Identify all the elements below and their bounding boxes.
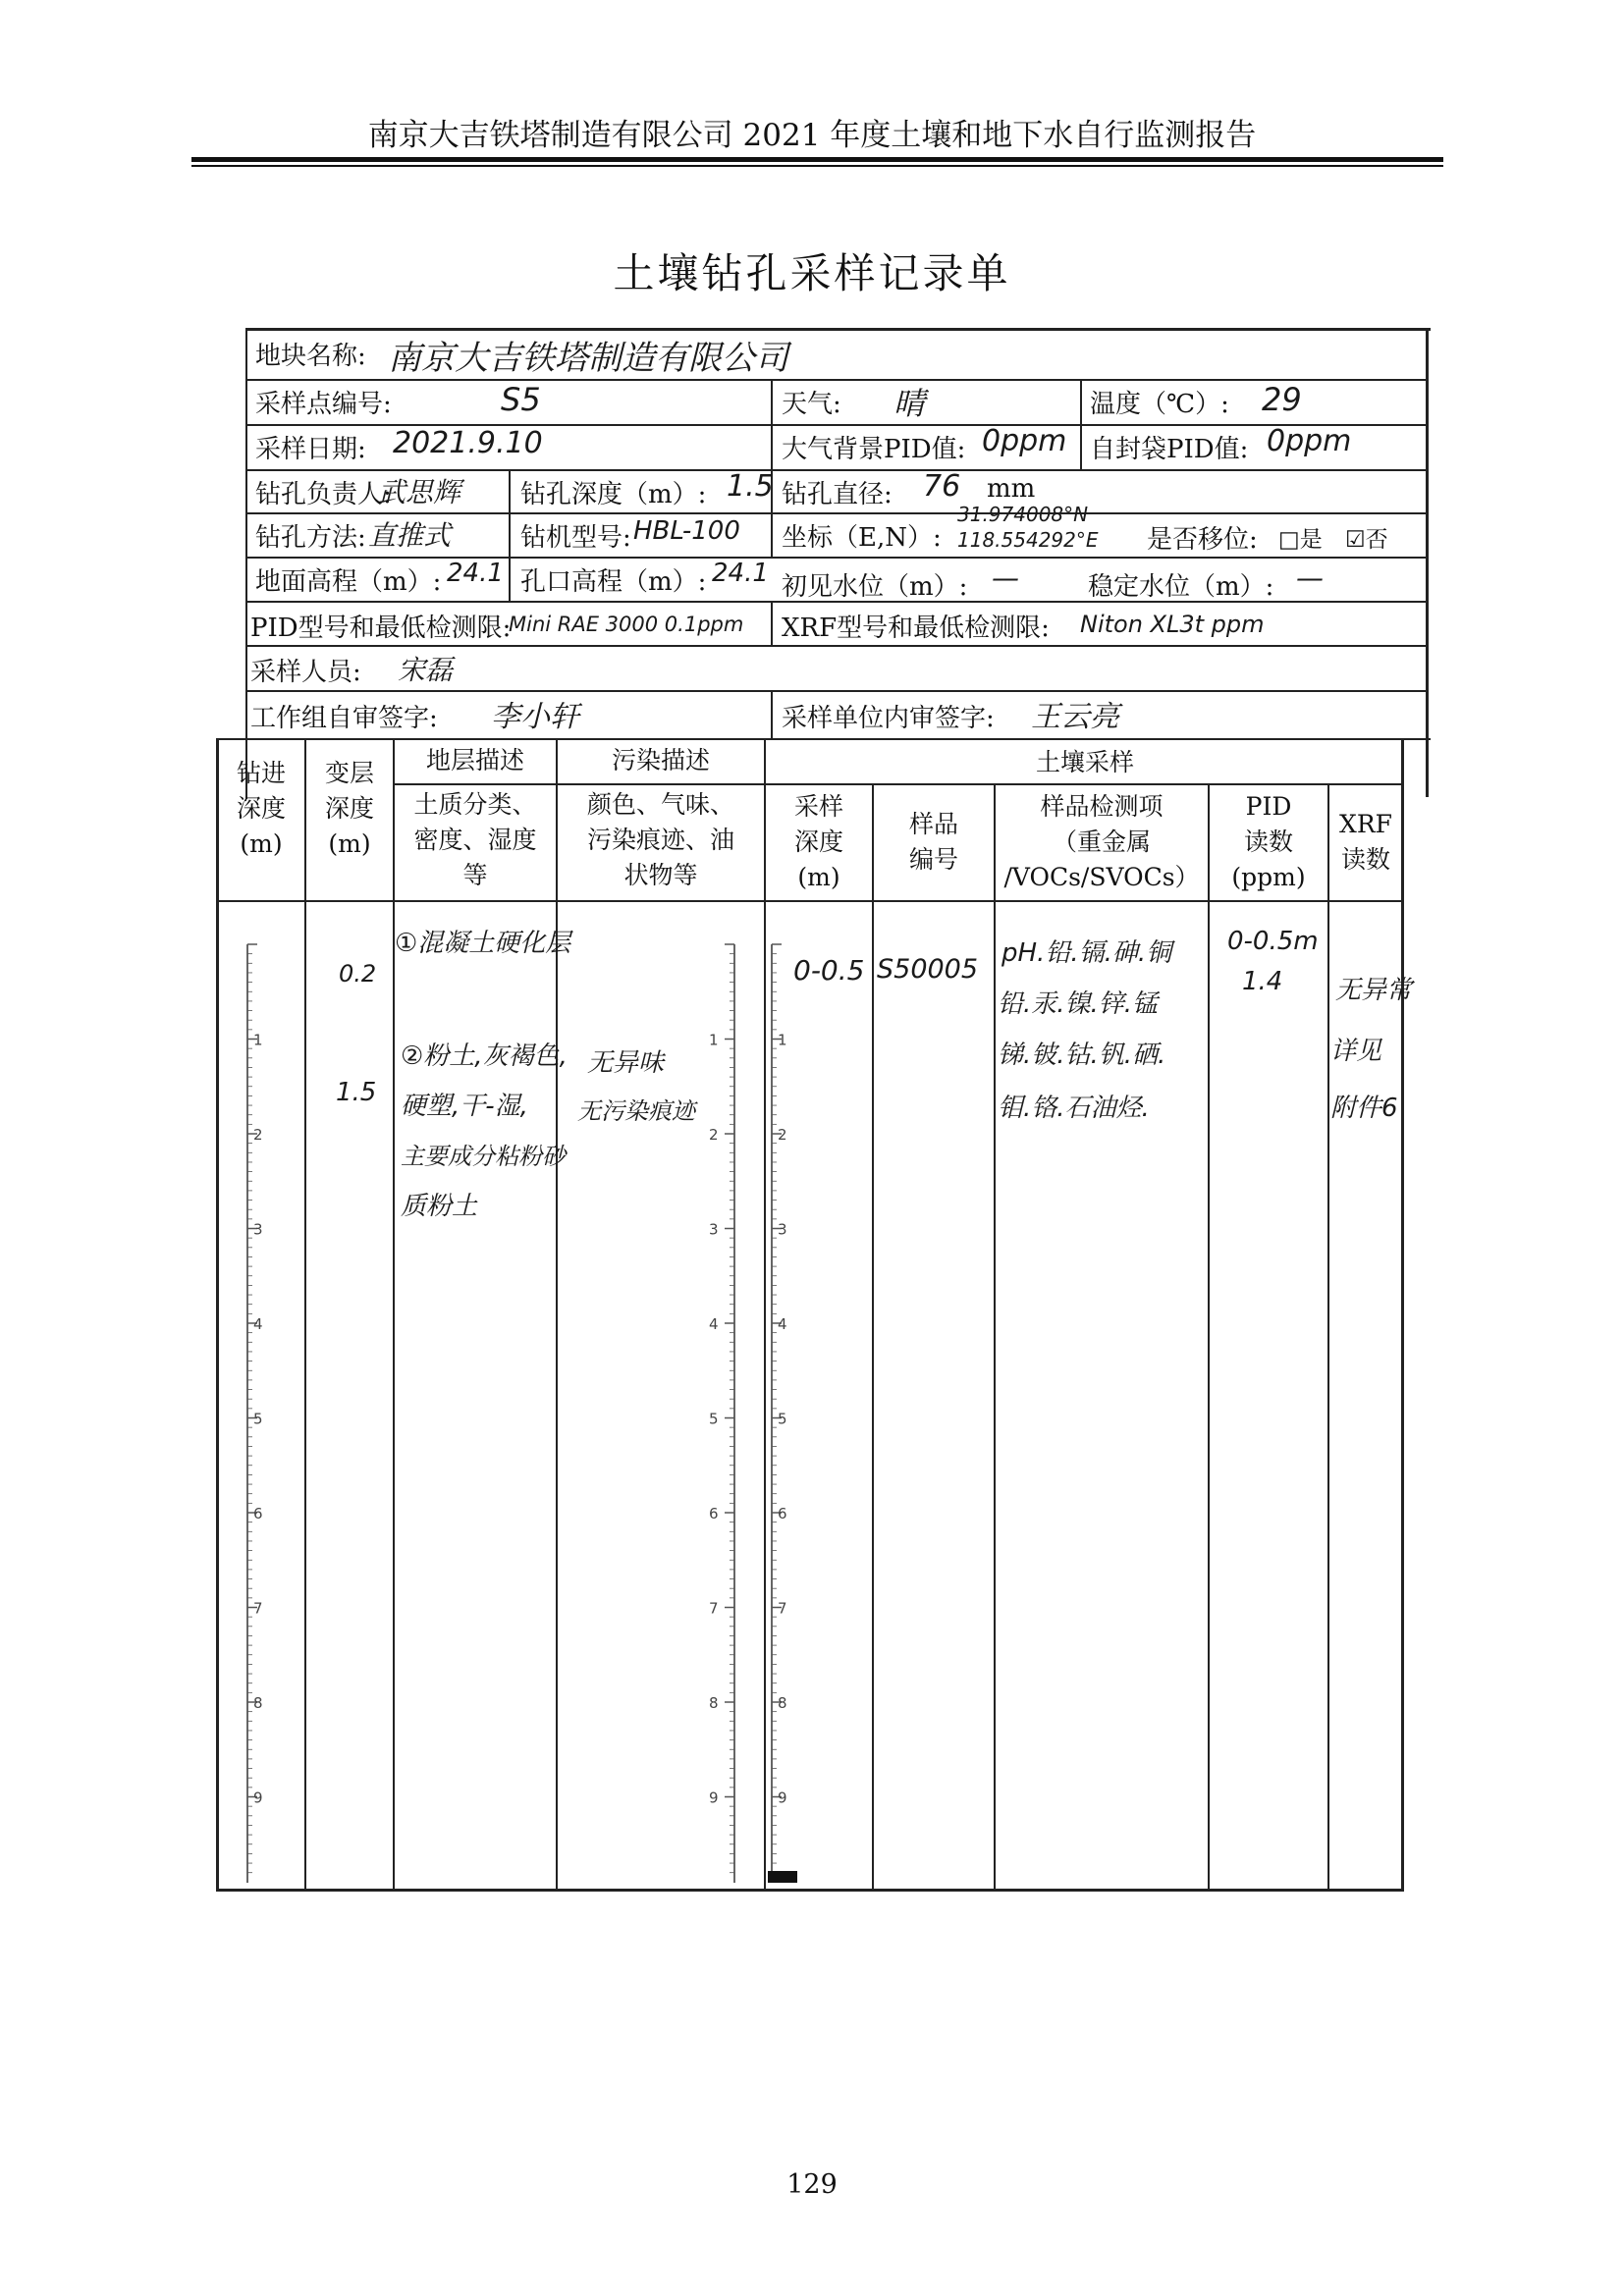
ruler-tick-label: 4 [253,1315,263,1333]
temp-value: 29 [1262,381,1302,418]
header-line: (m) [240,829,283,858]
date-label: 采样日期: [255,435,366,464]
header-line: 深度 [236,794,286,823]
header-line: 密度、湿度 [413,826,537,854]
xrf-note-line-1: 无异常 [1335,976,1413,1005]
pollution-line-2: 无污染痕迹 [577,1097,695,1125]
col-strata-title: 地层描述 [425,746,524,774]
bag-pid-label: 自封袋PID值: [1090,435,1249,464]
ruler-tick-label: 3 [778,1220,787,1239]
ruler-tick-label: 3 [709,1220,719,1239]
ruler-tick-label: 6 [709,1505,719,1522]
moved-yes-checkbox[interactable]: □是 [1278,527,1323,553]
header-line: 颜色、气味、 [586,790,734,819]
header-line: 深度 [793,828,843,856]
col-sampling-title: 土壤采样 [1035,748,1134,776]
ruler-tick-label: 7 [778,1599,787,1618]
ruler-tick-label: 6 [253,1505,263,1522]
ground-elev-label: 地面高程（m）: [255,567,442,597]
strata-line-5: 质粉土 [401,1192,478,1221]
hole-elev-label: 孔口高程（m）: [520,567,707,597]
strata-line-3: 硬塑,干-湿, [401,1092,528,1121]
leader-value: 武思辉 [378,476,461,508]
header-line: 读数 [1243,828,1293,856]
test-items-line-4: 钼.铬.石油烃. [998,1094,1150,1123]
sample-depth-value: 0-0.5 [793,954,865,987]
col-pollution-title: 污染描述 [611,746,710,774]
ruler-tick-label: 3 [253,1220,263,1239]
test-items-line-1: pH.铅.镉.砷.铜 [1001,938,1172,968]
moved-no-checkbox[interactable]: ☑否 [1345,527,1388,553]
strata-line-4: 主要成分粘粉砂 [401,1143,566,1170]
pid-model-value: Mini RAE 3000 0.1ppm [509,613,744,636]
ruler-tick-label: 1 [778,1031,787,1049]
team-sign-label: 工作组自审签字: [250,704,438,733]
xrf-note-line-3: 附件6 [1330,1094,1398,1123]
ruler-tick-label: 8 [709,1694,719,1712]
coord-n-value: 31.974008°N [957,503,1089,526]
header-line: 样品检测项 [1040,792,1164,821]
weather-value: 晴 [893,385,926,422]
ruler-tick-label: 8 [778,1694,787,1712]
layer-depth-2: 1.5 [336,1078,377,1107]
moved-label: 是否移位: [1147,525,1258,555]
point-label: 采样点编号: [255,390,392,419]
leader-label: 钻孔负责人: [255,480,392,509]
ruler-tick-label: 2 [253,1126,263,1144]
depth-value: 1.5 [727,469,774,504]
xrf-model-value: Niton XL3t ppm [1080,611,1265,638]
header-line: 编号 [908,845,958,874]
ruler-tick-label: 6 [778,1505,787,1522]
rig-label: 钻机型号: [520,523,631,553]
header-line: PID [1245,792,1292,821]
team-sign-value: 李小轩 [491,700,579,734]
header-line: 污染痕迹、油 [586,826,734,854]
date-value: 2021.9.10 [393,426,543,460]
ruler-tick-label: 5 [253,1410,263,1428]
header-line: 土质分类、 [413,790,537,819]
stable-water-label: 稳定水位（m）: [1088,572,1274,602]
page-number: 129 [786,2169,838,2200]
ruler-tick-label: 1 [709,1031,719,1049]
init-water-label: 初见水位（m）: [782,572,968,602]
diameter-value: 76 [923,469,961,504]
pid-depth-value: 0-0.5m [1227,927,1319,956]
unit-sign-label: 采样单位内审签字: [782,704,995,733]
sampler-value: 宋磊 [398,654,454,686]
strata-line-1: ①混凝土硬化层 [395,929,571,958]
test-items-line-2: 铅.汞.镍.锌.锰 [998,989,1159,1019]
point-value: S5 [501,381,541,418]
header-line: （重金属 [1052,828,1151,856]
header-line: (m) [328,829,371,858]
report-header: 南京大吉铁塔制造有限公司 2021 年度土壤和地下水自行监测报告 [367,118,1257,153]
coord-e-value: 118.554292°E [957,528,1099,552]
ruler-tick-label: 9 [709,1789,719,1807]
sample-id-value: S50005 [877,954,979,985]
header-line: (m) [797,863,840,891]
bg-pid-value: 0ppm [982,424,1067,458]
temp-label: 温度（℃）: [1090,390,1229,419]
ruler-tick-label: 2 [709,1126,719,1144]
depth-label: 钻孔深度（m）: [520,480,707,509]
xrf-note-line-2: 详见 [1330,1037,1382,1066]
sampler-label: 采样人员: [250,658,361,687]
unit-sign-value: 王云亮 [1031,700,1119,734]
method-label: 钻孔方法: [255,523,366,553]
ruler-tick-label: 5 [778,1410,787,1428]
weather-label: 天气: [782,390,841,419]
bg-pid-label: 大气背景PID值: [782,435,966,464]
xrf-model-label: XRF型号和最低检测限: [782,614,1050,643]
ruler-end-marker [768,1871,797,1883]
ruler-tick-label: 5 [709,1410,719,1428]
pid-reading-value: 1.4 [1242,967,1283,996]
ruler-tick-label: 2 [778,1126,787,1144]
ruler-tick-label: 7 [709,1599,719,1618]
header-line: 读数 [1340,845,1390,874]
ground-elev-value: 24.1 [447,559,504,588]
header-line: 样品 [908,810,958,838]
layer-depth-1: 0.2 [339,960,377,988]
pid-model-label: PID型号和最低检测限: [250,614,512,643]
diameter-unit: mm [987,474,1036,504]
plot-name-label: 地块名称: [255,342,366,371]
plot-name-value: 南京大吉铁塔制造有限公司 [388,339,788,378]
header-line: /VOCs/SVOCs） [1003,863,1200,891]
coord-label: 坐标（E,N）: [782,523,942,553]
ruler-tick-label: 9 [778,1789,787,1807]
header-line: 等 [462,861,488,889]
header-line: 变层 [324,759,374,787]
form-title: 土壤钻孔采样记录单 [613,249,1011,297]
diameter-label: 钻孔直径: [782,480,893,509]
strata-line-2: ②粉土,灰褐色, [401,1041,568,1071]
init-water-value: — [992,561,1019,594]
header-line: XRF [1339,810,1392,838]
ruler-tick-label: 1 [253,1031,263,1049]
ruler-tick-label: 8 [253,1694,263,1712]
pollution-line-1: 无异味 [587,1048,665,1078]
method-value: 直推式 [368,519,452,552]
hole-elev-value: 24.1 [712,559,769,588]
stable-water-value: — [1296,561,1324,594]
ruler-tick-label: 7 [253,1599,263,1618]
ruler-tick-label: 4 [709,1315,719,1333]
rig-value: HBL-100 [633,516,740,546]
header-line: (ppm) [1231,863,1306,891]
ruler-tick-label: 4 [778,1315,787,1333]
bag-pid-value: 0ppm [1267,424,1352,458]
header-line: 深度 [324,794,374,823]
header-line: 钻进 [236,759,286,787]
header-line: 状物等 [623,861,698,889]
header-line: 采样 [793,792,843,821]
ruler-tick-label: 9 [253,1789,263,1807]
test-items-line-3: 锑.铍.钴.钒.硒. [998,1041,1166,1070]
